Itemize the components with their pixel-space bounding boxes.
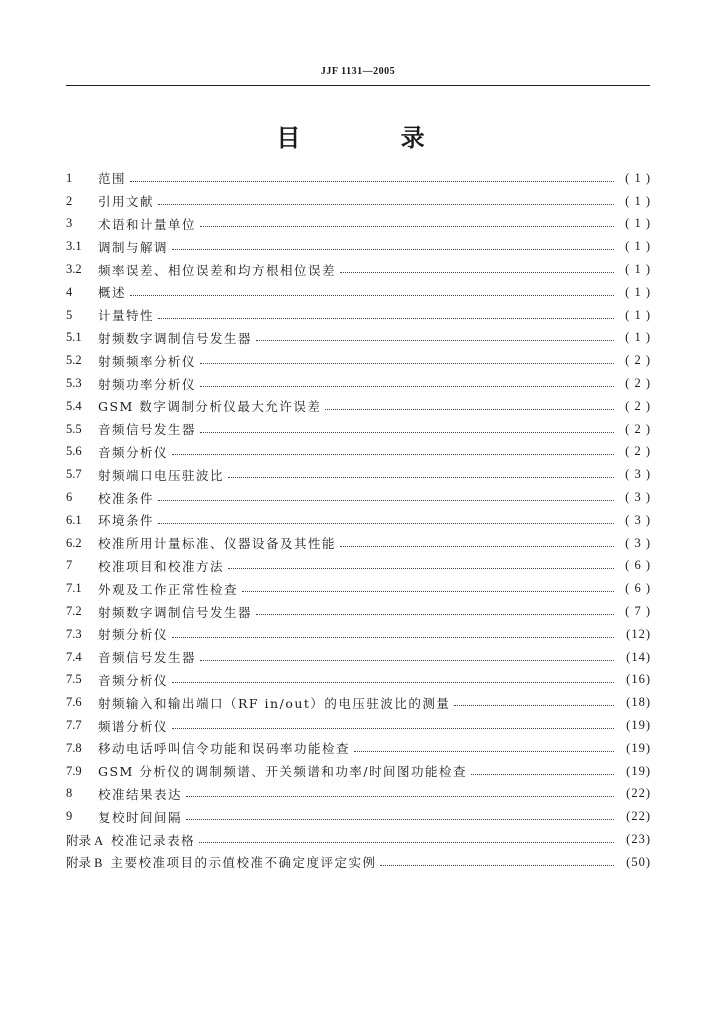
toc-dot-leader: [172, 454, 614, 455]
toc-dot-leader: [158, 500, 614, 501]
toc-entry[interactable]: [66, 190, 651, 213]
toc-entry-label: 概述: [98, 285, 127, 301]
toc-entry-number: 5.3: [66, 376, 82, 391]
toc-dot-leader: [380, 865, 614, 866]
toc-entry-label: 范围: [98, 171, 127, 187]
toc-entry[interactable]: [66, 577, 651, 600]
toc-entry-label: 射频分析仪: [98, 627, 169, 643]
toc-entry[interactable]: [66, 418, 651, 441]
toc-entry-label: 频谱分析仪: [98, 718, 169, 734]
toc-entry-number: 7.3: [66, 626, 82, 641]
toc-entry-page: (22): [626, 809, 651, 824]
toc-entry-number: 7.6: [66, 695, 82, 710]
toc-entry-label: 引用文献: [98, 194, 155, 210]
toc-entry-page: ( 1 ): [625, 239, 651, 254]
toc-entry-label: 校准结果表达: [98, 786, 183, 802]
toc-entry-page: (12): [626, 626, 651, 641]
toc-entry-number: 6.2: [66, 535, 82, 550]
toc-entry-number: 7: [66, 558, 73, 573]
toc-dot-leader: [186, 796, 614, 797]
toc-entry[interactable]: [66, 167, 651, 190]
toc-entry-label: 环境条件: [98, 513, 155, 529]
toc-entry-number: 附录 A: [66, 833, 104, 848]
toc-entry[interactable]: [66, 258, 651, 281]
toc-entry-number: 7.9: [66, 763, 82, 778]
toc-entry-number: 2: [66, 193, 73, 208]
toc-dot-leader: [340, 272, 614, 273]
toc-entry-label: 外观及工作正常性检查: [98, 581, 239, 597]
toc-entry[interactable]: [66, 213, 651, 236]
toc-entry[interactable]: [66, 669, 651, 692]
toc-entry-number: 4: [66, 284, 73, 299]
toc-entry-number: 5.1: [66, 330, 82, 345]
toc-dot-leader: [354, 751, 614, 752]
toc-entry-page: ( 2 ): [625, 398, 651, 413]
toc-entry-label: 射频输入和输出端口（RF in/out）的电压驻波比的测量: [98, 695, 451, 711]
toc-entry-page: (19): [626, 718, 651, 733]
toc-entry-number: 6.1: [66, 512, 82, 527]
toc-entry-label: 音频信号发生器: [98, 650, 197, 666]
toc-dot-leader: [158, 523, 614, 524]
toc-entry-number: 5.4: [66, 398, 82, 413]
toc-dot-leader: [200, 226, 614, 227]
toc-dot-leader: [130, 295, 614, 296]
toc-dot-leader: [256, 614, 614, 615]
toc-entry-page: (23): [626, 832, 651, 846]
toc-entry-number: 7.5: [66, 672, 82, 687]
toc-entry-label: 校准项目和校准方法: [98, 558, 225, 574]
toc-entry-page: (18): [626, 695, 651, 710]
toc-entry-page: ( 3 ): [625, 467, 651, 482]
toc-entry-page: ( 1 ): [625, 170, 651, 185]
toc-dot-leader: [228, 477, 614, 478]
toc-entry-page: (19): [626, 740, 651, 755]
toc-entry[interactable]: [66, 532, 651, 555]
toc-entry-label: 校准条件: [98, 490, 155, 506]
toc-entry-label: 射频频率分析仪: [98, 353, 197, 369]
toc-entry-page: ( 3 ): [625, 512, 651, 527]
toc-entry[interactable]: [66, 555, 651, 578]
toc-entry-number: 7.1: [66, 581, 82, 596]
toc-dot-leader: [172, 682, 614, 683]
toc-dot-leader: [471, 774, 614, 775]
toc-entry[interactable]: [66, 783, 651, 806]
toc-entry-number: 7.7: [66, 718, 82, 733]
toc-entry-page: ( 6 ): [625, 558, 651, 573]
toc-dot-leader: [186, 819, 614, 820]
toc-entry-page: (14): [626, 649, 651, 664]
toc-entry[interactable]: [66, 281, 651, 304]
toc-entry-label: 音频分析仪: [98, 672, 169, 688]
toc-entry-number: 7.8: [66, 740, 82, 755]
toc-entry[interactable]: [66, 646, 651, 669]
toc-entry[interactable]: [66, 235, 651, 258]
toc-entry[interactable]: [66, 395, 651, 418]
toc-entry-label: GSM 数字调制分析仪最大允许误差: [98, 399, 322, 415]
toc-entry-page: (22): [626, 786, 651, 801]
toc-entry-number: 3.2: [66, 262, 82, 277]
toc-entry-label: 校准记录表格: [111, 832, 196, 848]
toc-entry-label: 术语和计量单位: [98, 216, 197, 232]
toc-entry-page: ( 1 ): [625, 262, 651, 277]
toc-dot-leader: [199, 842, 614, 843]
header-rule: [66, 85, 650, 86]
page-header: [66, 66, 650, 86]
table-of-contents: [66, 167, 651, 874]
toc-entry-page: ( 3 ): [625, 490, 651, 505]
toc-entry-page: (19): [626, 763, 651, 778]
toc-entry-label: 校准所用计量标准、仪器设备及其性能: [98, 536, 337, 552]
toc-entry-page: (16): [626, 672, 651, 687]
toc-dot-leader: [200, 660, 614, 661]
toc-entry-page: ( 7 ): [625, 604, 651, 619]
toc-entry[interactable]: [66, 623, 651, 646]
toc-entry-label: 射频端口电压驻波比: [98, 467, 225, 483]
toc-dot-leader: [454, 705, 614, 706]
toc-dot-leader: [158, 204, 614, 205]
toc-dot-leader: [172, 728, 614, 729]
toc-entry[interactable]: [66, 737, 651, 760]
toc-entry[interactable]: [66, 463, 651, 486]
toc-entry-number: 6: [66, 490, 73, 505]
toc-title: 目 录: [276, 124, 471, 152]
toc-entry-number: 5.7: [66, 467, 82, 482]
toc-entry-page: ( 2 ): [625, 444, 651, 459]
toc-entry-number: 7.2: [66, 604, 82, 619]
toc-entry-label: 音频分析仪: [98, 444, 169, 460]
toc-entry-number: 9: [66, 809, 73, 824]
toc-dot-leader: [200, 432, 614, 433]
toc-entry-page: ( 1 ): [625, 307, 651, 322]
toc-entry-label: 主要校准项目的示值校准不确定度评定实例: [110, 855, 377, 871]
document-code: JJF 1131—2005: [320, 66, 396, 77]
toc-entry-page: (50): [626, 854, 651, 869]
toc-entry-label: 计量特性: [98, 308, 155, 324]
toc-entry[interactable]: [66, 327, 651, 350]
toc-entry-number: 5.6: [66, 444, 82, 459]
toc-entry-label: 音频信号发生器: [98, 422, 197, 438]
toc-dot-leader: [172, 637, 614, 638]
toc-entry-number: 5.5: [66, 421, 82, 436]
toc-entry-number: 7.4: [66, 649, 82, 664]
toc-entry-label: 射频数字调制信号发生器: [98, 604, 253, 620]
toc-entry[interactable]: [66, 349, 651, 372]
toc-entry-page: ( 6 ): [625, 581, 651, 596]
toc-dot-leader: [200, 363, 614, 364]
toc-dot-leader: [256, 340, 614, 341]
toc-entry-page: ( 2 ): [625, 376, 651, 391]
toc-entry-label: 频率误差、相位误差和均方根相位误差: [98, 262, 337, 278]
toc-entry-page: ( 2 ): [625, 421, 651, 436]
toc-entry-page: ( 1 ): [625, 330, 651, 345]
toc-entry-page: ( 1 ): [625, 216, 651, 231]
toc-entry-page: ( 1 ): [625, 284, 651, 299]
toc-entry-label: 射频功率分析仪: [98, 376, 197, 392]
toc-entry-label: 复校时间间隔: [98, 809, 183, 825]
toc-entry-number: 5: [66, 307, 73, 322]
toc-entry-number: 5.2: [66, 353, 82, 368]
toc-dot-leader: [242, 591, 614, 592]
toc-entry[interactable]: [66, 828, 651, 851]
toc-dot-leader: [158, 318, 614, 319]
toc-entry[interactable]: [66, 691, 651, 714]
toc-entry[interactable]: [66, 304, 651, 327]
toc-dot-leader: [325, 409, 614, 410]
toc-entry-page: ( 3 ): [625, 535, 651, 550]
toc-entry-number: 附录 B: [66, 856, 103, 871]
toc-entry[interactable]: [66, 441, 651, 464]
toc-entry-label: 移动电话呼叫信令功能和误码率功能检查: [98, 741, 351, 757]
toc-entry-number: 3.1: [66, 239, 82, 254]
toc-entry[interactable]: [66, 760, 651, 783]
toc-entry-label: GSM 分析仪的调制频谱、开关频谱和功率/时间图功能检查: [98, 764, 468, 780]
toc-entry-number: 8: [66, 786, 73, 801]
toc-entry-number: 1: [66, 170, 73, 185]
toc-dot-leader: [228, 568, 614, 569]
toc-entry-page: ( 1 ): [625, 193, 651, 208]
toc-dot-leader: [340, 546, 614, 547]
toc-entry-number: 3: [66, 216, 73, 231]
toc-entry[interactable]: [66, 486, 651, 509]
toc-entry[interactable]: [66, 805, 651, 828]
toc-dot-leader: [172, 249, 614, 250]
toc-entry-label: 射频数字调制信号发生器: [98, 330, 253, 346]
toc-entry[interactable]: [66, 600, 651, 623]
toc-entry[interactable]: [66, 372, 651, 395]
toc-entry[interactable]: [66, 509, 651, 532]
toc-entry[interactable]: [66, 851, 651, 874]
toc-dot-leader: [200, 386, 614, 387]
toc-entry-label: 调制与解调: [98, 239, 169, 255]
toc-entry-page: ( 2 ): [625, 353, 651, 368]
toc-entry[interactable]: [66, 714, 651, 737]
toc-dot-leader: [130, 181, 614, 182]
